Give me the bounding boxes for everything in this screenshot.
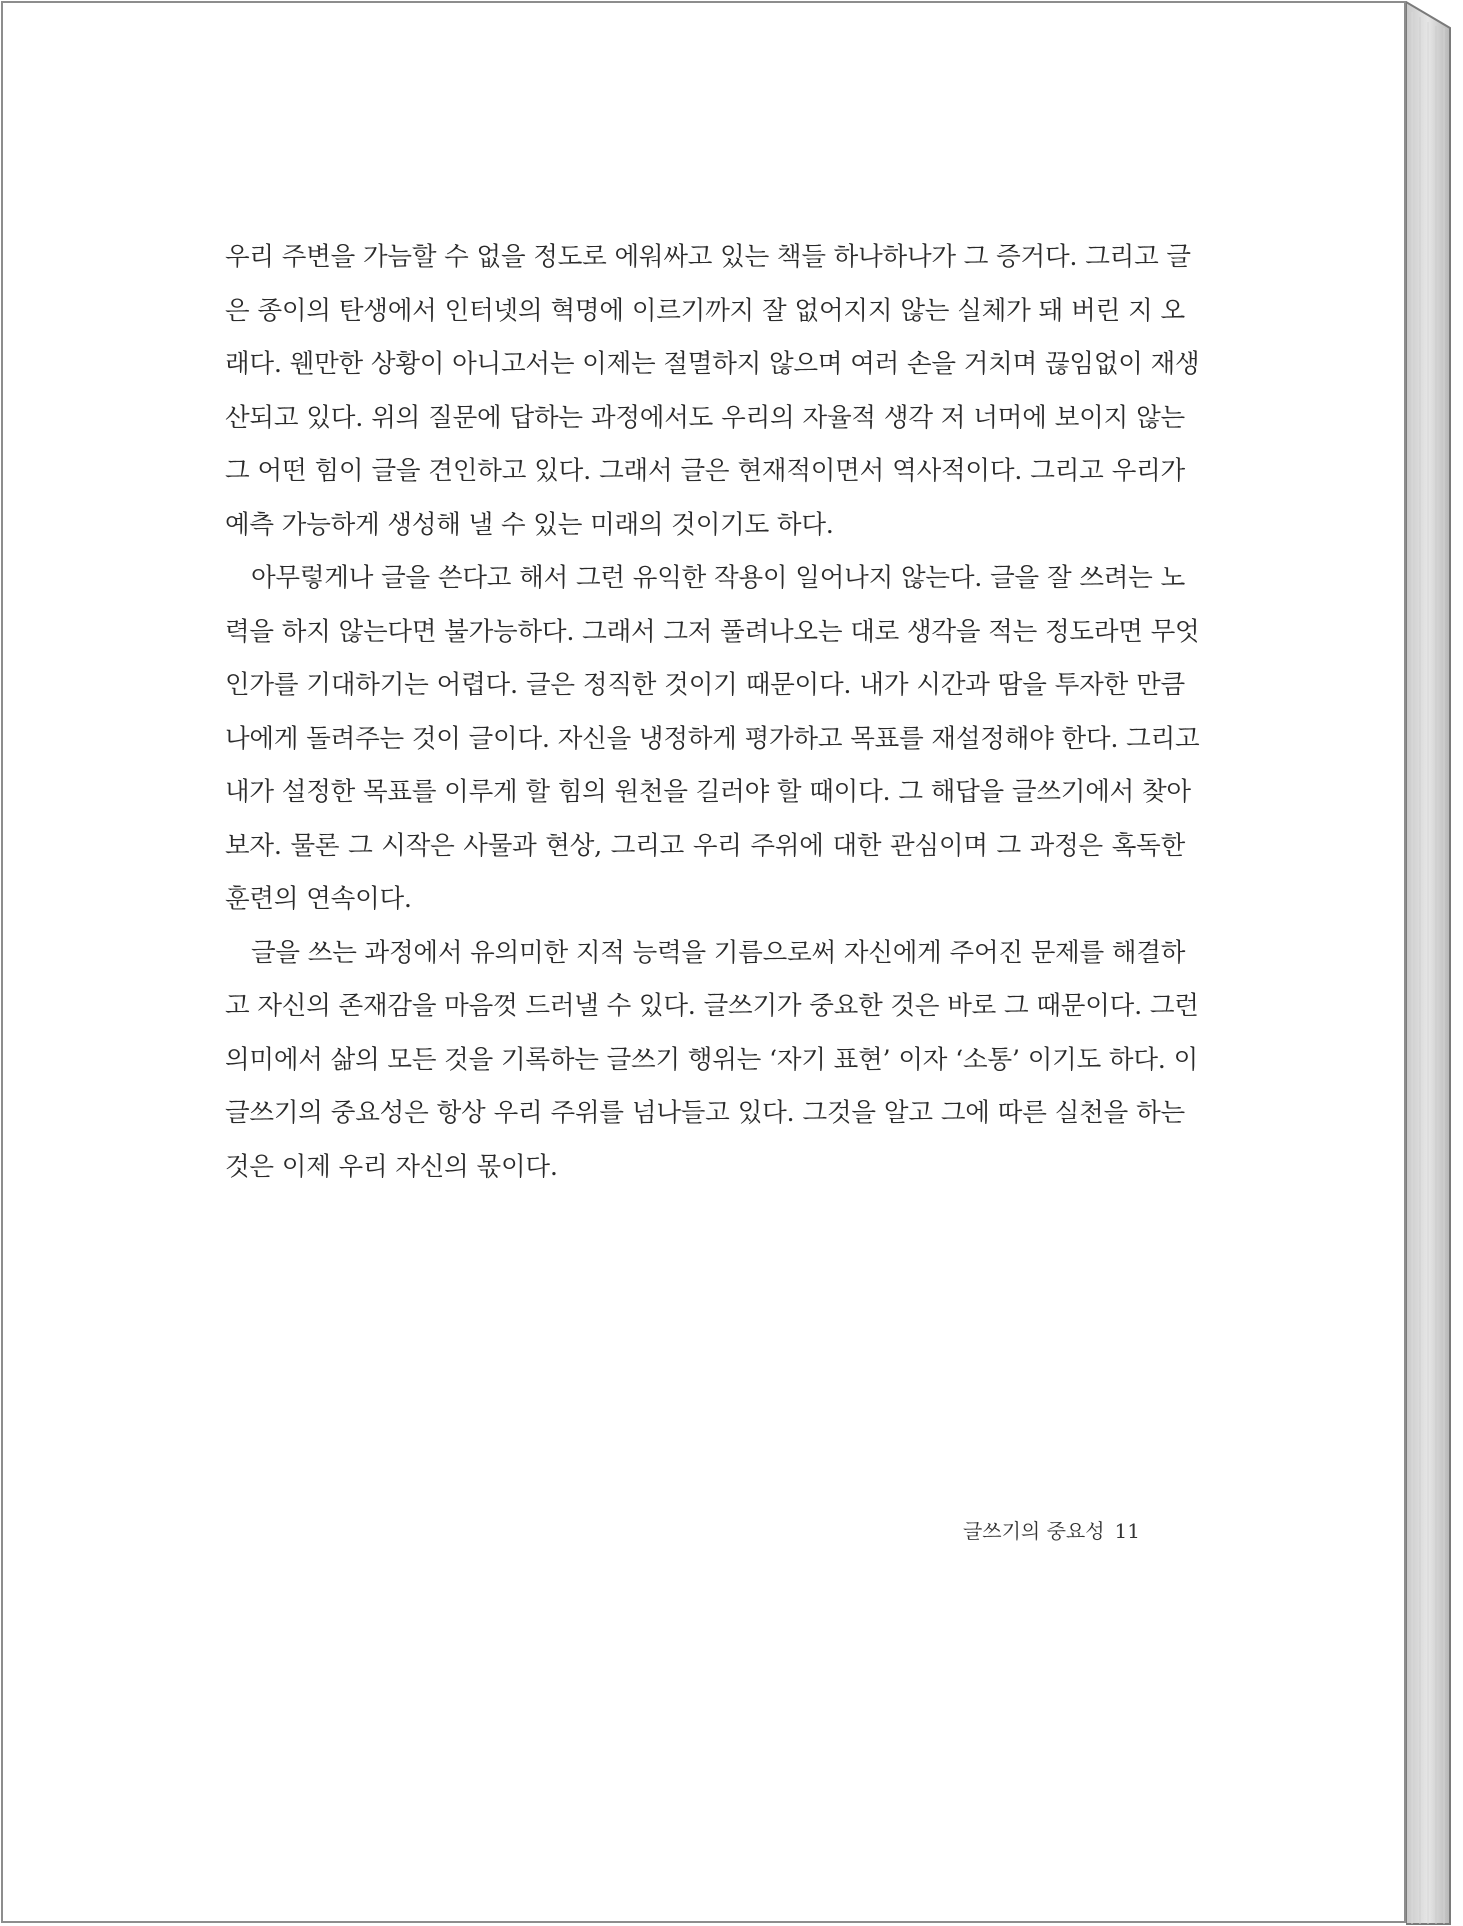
text-line: 것은 이제 우리 자신의 몫이다. (225, 1151, 558, 1182)
text-line: 글을 쓰는 과정에서 유의미한 지적 능력을 기름으로써 자신에게 주어진 문제를 해결하 (251, 937, 1186, 968)
text-line: 산되고 있다. 위의 질문에 답하는 과정에서도 우리의 자율적 생각 저 너머에 보이지 않는 (225, 402, 1185, 433)
paragraph-1 (225, 231, 1200, 552)
text-line: 훈련의 연속이다. (225, 884, 412, 914)
text-line: 우리 주변을 가늠할 수 없을 정도로 에워싸고 있는 책들 하나하나가 그 증거다. 그리고 글 (225, 242, 1191, 272)
text-line: 의미에서 삶의 모든 것을 기록하는 글쓰기 행위는 ‘자기 표현’ 이자 ‘소통’ 이기도 하다. 이 (225, 1044, 1199, 1075)
paragraph-2 (225, 552, 1200, 927)
text-line: 은 종이의 탄생에서 인터넷의 혁명에 이르기까지 잘 없어지지 않는 실체가 돼 버린 지 오 (225, 295, 1185, 326)
paragraph-3 (225, 927, 1199, 1195)
page-number: 11 (1114, 1519, 1140, 1543)
body-text (225, 231, 1200, 1194)
page-footer (963, 1515, 1140, 1544)
text-line: 력을 하지 않는다면 불가능하다. 그래서 그저 풀려나오는 대로 생각을 적는 정도라면 무엇 (225, 616, 1200, 647)
text-line: 보자. 물론 그 시작은 사물과 현상, 그리고 우리 주위에 대한 관심이며 그 과정은 혹독한 (225, 830, 1185, 861)
text-line: 아무렇게나 글을 쓴다고 해서 그런 유익한 작용이 일어나지 않는다. 글을 잘 쓰려는 노 (251, 563, 1185, 593)
running-title: 글쓰기의 중요성 (962, 1519, 1105, 1543)
text-line: 예측 가능하게 생성해 낼 수 있는 미래의 것이기도 하다. (225, 509, 834, 540)
book-page (1, 1, 1406, 1923)
text-line: 글쓰기의 중요성은 항상 우리 주위를 넘나들고 있다. 그것을 알고 그에 따른 실천을 하는 (225, 1098, 1185, 1128)
text-line: 인가를 기대하기는 어렵다. 글은 정직한 것이기 때문이다. 내가 시간과 땀을 투자한 만큼 (225, 670, 1185, 700)
text-line: 내가 설정한 목표를 이루게 할 힘의 원천을 길러야 할 때이다. 그 해답을 글쓰기에서 찾아 (225, 777, 1191, 807)
text-line: 래다. 웬만한 상황이 아니고서는 이제는 절멸하지 않으며 여러 손을 거치며 끊임없이 재생 (225, 349, 1200, 379)
text-line: 나에게 돌려주는 것이 글이다. 자신을 냉정하게 평가하고 목표를 재설정해야 한다. 그리고 (225, 723, 1200, 754)
book-page-stack-edge (1406, 0, 1463, 1926)
page-stack-graphic (1406, 0, 1463, 1926)
text-line: 고 자신의 존재감을 마음껏 드러낼 수 있다. 글쓰기가 중요한 것은 바로 그 때문이다. 그런 (225, 991, 1199, 1021)
text-line: 그 어떤 힘이 글을 견인하고 있다. 그래서 글은 현재적이면서 역사적이다. 그리고 우리가 (225, 456, 1185, 486)
